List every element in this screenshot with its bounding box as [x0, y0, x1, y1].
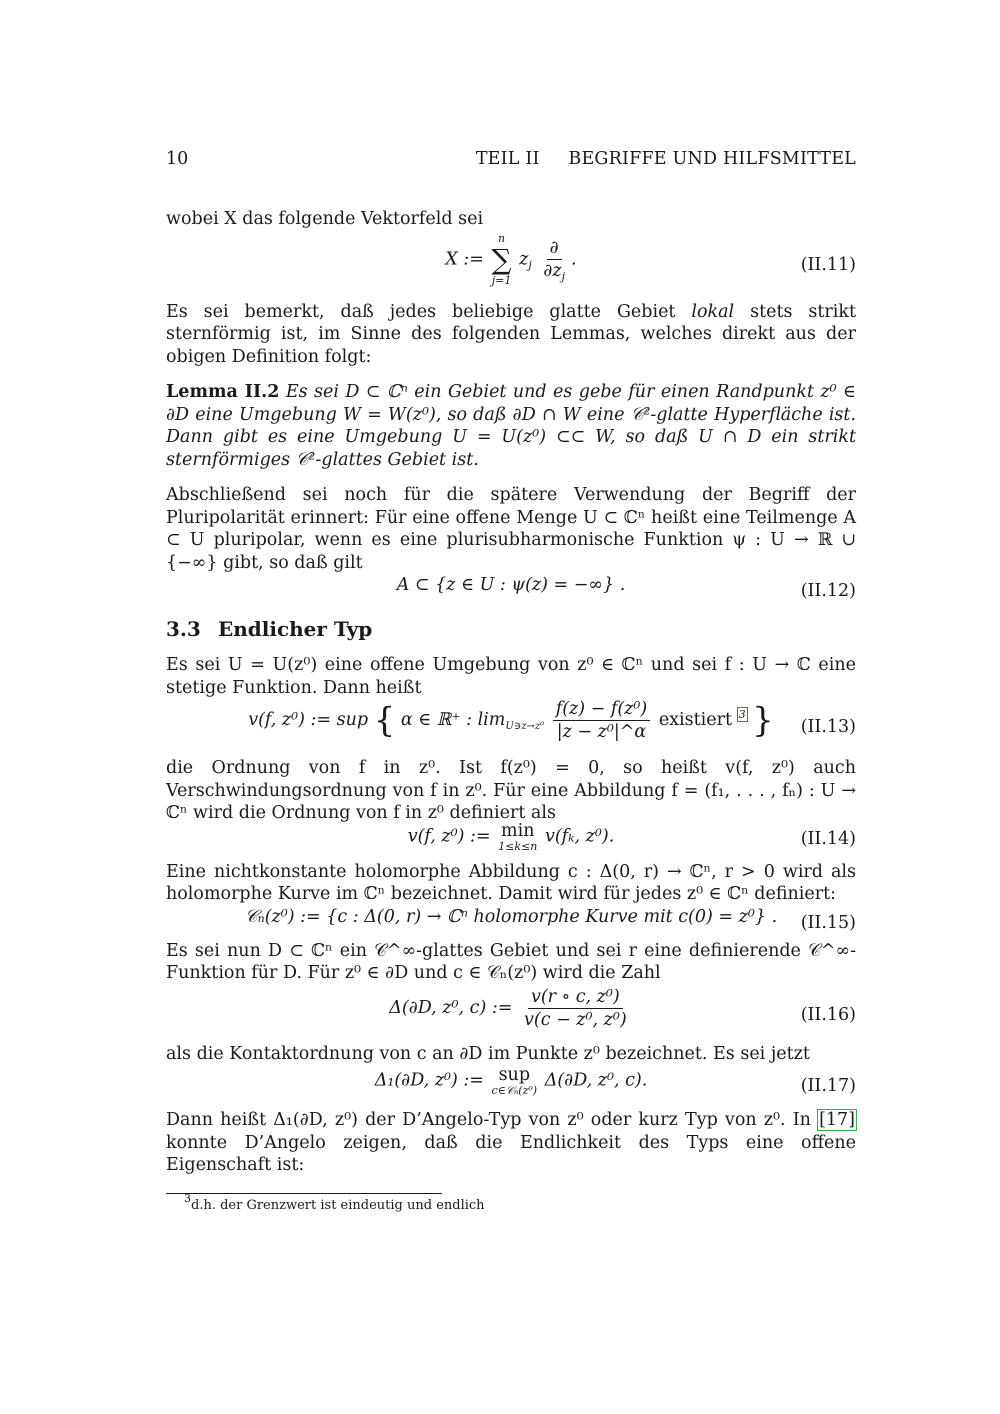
- equation-II-14-math: v(f, z⁰) := min 1≤k≤n v(fₖ, z⁰).: [407, 820, 615, 853]
- paragraph-8: als die Kontaktordnung von c an ∂D im Punkte z⁰ bezeichnet. Es sei jetzt: [166, 1043, 810, 1064]
- equation-II-12-tag: (II.12): [800, 580, 856, 601]
- page-body: [166, 148, 856, 1177]
- equation-II-17-math: Δ₁(∂D, z⁰) := sup c∈𝒞ₙ(z⁰) Δ(∂D, z⁰, c).: [374, 1065, 648, 1097]
- equation-II-12: [166, 574, 856, 608]
- equation-II-16-tag: (II.16): [800, 1004, 856, 1025]
- section-number: 3.3: [166, 617, 201, 641]
- paragraph-3: Abschließend sei noch für die spätere Verwendung der Begriff der Pluripolarität erinnert: Für eine offene Menge U ⊂ ℂⁿ heißt eine Teilmenge A ⊂ U pluripolar, wenn es eine plurisubharmonische Funktion ψ : U → ℝ ∪ {−∞} gibt, so daß gilt: [166, 485, 856, 573]
- paragraph-4: Es sei U = U(z⁰) eine offene Umgebung von z⁰ ∈ ℂⁿ und sei f : U → ℂ eine stetige Funktion. Dann heißt: [166, 655, 856, 698]
- equation-II-14: [166, 821, 856, 857]
- equation-II-14-tag: (II.14): [800, 828, 856, 849]
- section-title: Endlicher Typ: [218, 617, 373, 641]
- equation-II-11-tag: (II.11): [800, 254, 856, 275]
- equation-II-17: [166, 1065, 856, 1107]
- lemma-II-2: [166, 381, 856, 471]
- page-header: [166, 148, 856, 174]
- equation-II-13-math: v(f, z⁰) := sup { α ∈ ℝ⁺ : $\lim_{U∋z\to z^0}$ $\frac{\text{f(z) − f(z⁰)}}{\text{|z − z⁰|\textasciicircum{}α}}$ existiert $^3$ }: [248, 699, 774, 742]
- emphasis-lokal: lokal: [691, 301, 735, 322]
- equation-II-11-math: X := n ∑ j=1 $z_j$ $\frac{\partial}{\partial z_j}$ .: [445, 231, 577, 287]
- page-number: 10: [166, 149, 189, 169]
- citation-17[interactable]: [17]: [819, 1110, 855, 1130]
- running-head: TEIL II BEGRIFFE UND HILFSMITTEL: [475, 149, 856, 169]
- footnote-mark: 3: [184, 1192, 191, 1205]
- footnote-ref-3[interactable]: 3: [738, 708, 746, 721]
- equation-II-16: [166, 987, 856, 1043]
- equation-II-11: [166, 233, 856, 297]
- lemma-label: Lemma II.2: [166, 382, 280, 402]
- paragraph-9: Dann heißt Δ₁(∂D, z⁰) der D’Angelo-Typ von z⁰ oder kurz Typ von z⁰. In [17] konnte D’Angelo zeigen, daß die Endlichkeit des Typs eine offene Eigenschaft ist:: [166, 1110, 856, 1175]
- equation-II-12-math: A ⊂ {z ∈ U : ψ(z) = −∞} .: [396, 575, 626, 595]
- paragraph-1: wobei X das folgende Vektorfeld sei: [166, 209, 484, 229]
- equation-II-15-math: 𝒞ₙ(z⁰) := {c : Δ(0, r) → ℂⁿ holomorphe Kurve mit c(0) = z⁰} .: [244, 906, 778, 927]
- paragraph-7: Es sei nun D ⊂ ℂⁿ ein 𝒞^∞-glattes Gebiet und sei r eine definierende 𝒞^∞-Funktion für D. Für z⁰ ∈ ∂D und c ∈ 𝒞ₙ(z⁰) wird die Zahl: [166, 940, 856, 983]
- equation-II-16-math: Δ(∂D, z⁰, c) := $\frac{\text{v(r ∘ c, z⁰)}}{\text{v(c − z⁰, z⁰)}}$: [389, 986, 627, 1030]
- equation-II-13: [166, 699, 856, 755]
- equation-II-15: [166, 906, 856, 940]
- equation-II-15-tag: (II.15): [800, 912, 856, 933]
- section-heading: [166, 618, 856, 648]
- equation-II-17-tag: (II.17): [800, 1075, 856, 1096]
- lemma-text: Es sei D ⊂ ℂⁿ ein Gebiet und es gebe für einen Randpunkt z⁰ ∈ ∂D eine Umgebung W = W(z⁰), so daß ∂D ∩ W eine 𝒞²-glatte Hyperfläche ist. Dann gibt es eine Umgebung U = U(z⁰) ⊂⊂ W, so daß U ∩ D ein strikt sternförmiges 𝒞²-glattes Gebiet ist.: [166, 382, 856, 470]
- footnote-3: [184, 1192, 485, 1214]
- equation-II-13-tag: (II.13): [800, 716, 856, 737]
- paragraph-6: Eine nichtkonstante holomorphe Abbildung c : Δ(0, r) → ℂⁿ, r > 0 wird als holomorphe Kurve im ℂⁿ bezeichnet. Damit wird für jedes z⁰ ∈ ℂⁿ definiert:: [166, 861, 856, 904]
- footnote-text: d.h. der Grenzwert ist eindeutig und endlich: [191, 1198, 485, 1213]
- paragraph-2: Es sei bemerkt, daß jedes beliebige glatte Gebiet lokal stets strikt sternförmig ist, im Sinne des folgenden Lemmas, welches direkt aus der obigen Definition folgt:: [166, 301, 856, 367]
- footnote-rule: [166, 1193, 442, 1194]
- paragraph-5: die Ordnung von f in z⁰. Ist f(z⁰) = 0, so heißt v(f, z⁰) auch Verschwindungsordnung von f in z⁰. Für eine Abbildung f = (f₁, . . . , fₙ) : U → ℂⁿ wird die Ordnung von f in z⁰ definiert als: [166, 758, 856, 823]
